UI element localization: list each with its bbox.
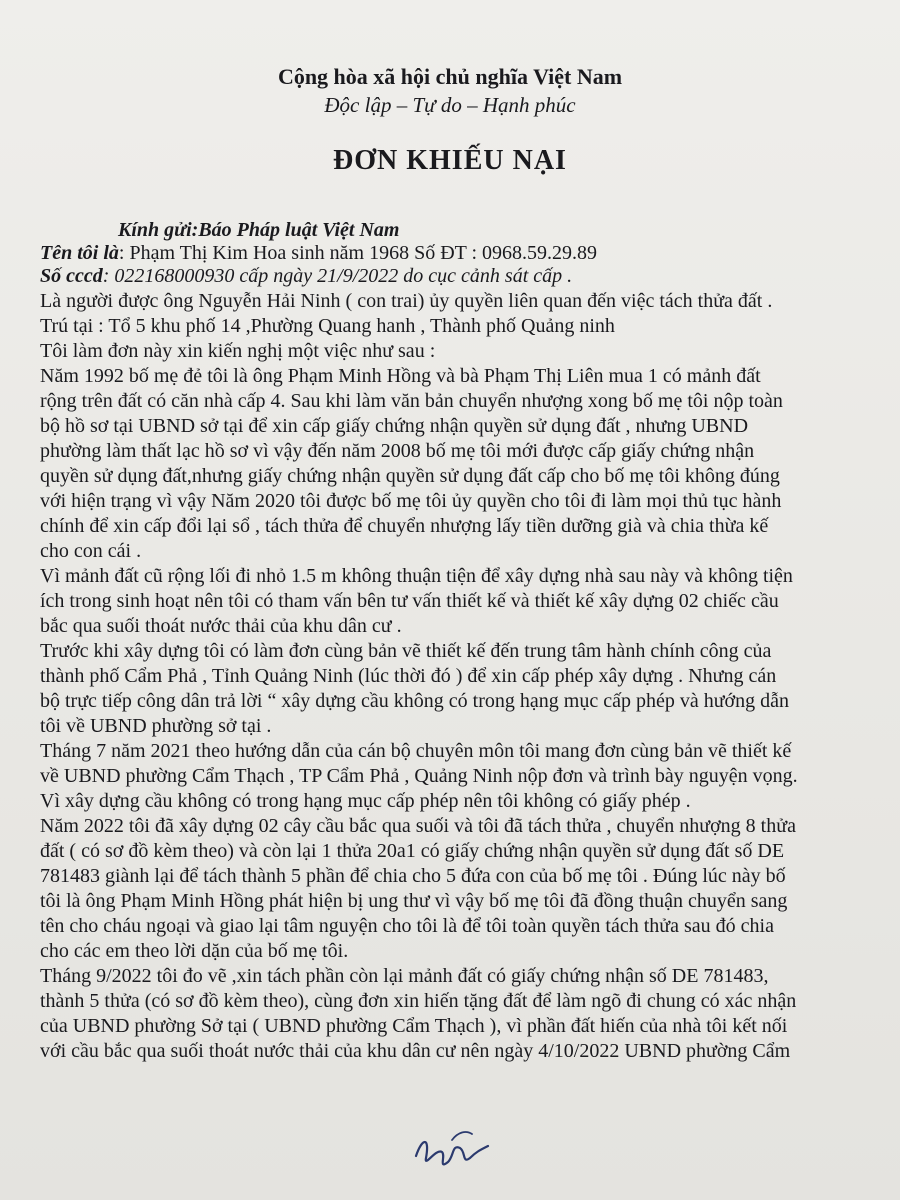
body-line: Tôi làm đơn này xin kiến nghị một việc như sau : bbox=[40, 340, 436, 362]
body-line: phường làm thất lạc hồ sơ vì vậy đến năm 2008 bố mẹ tôi mới được cấp giấy chứng nhận bbox=[40, 440, 755, 462]
body-line: thành phố Cẩm Phả , Tỉnh Quảng Ninh (lúc thời đó ) để xin cấp phép xây dựng . Nhưng cán bbox=[40, 665, 777, 687]
body-line: với hiện trạng vì vậy Năm 2020 tôi được bố mẹ tôi ủy quyền cho tôi đi làm mọi thủ tục hành bbox=[40, 490, 782, 512]
body-line: Tháng 9/2022 tôi đo vẽ ,xin tách phần còn lại mảnh đất có giấy chứng nhận số DE 781483, bbox=[40, 965, 769, 987]
addressee-label: Kính gửi: bbox=[118, 219, 199, 241]
nation-header: Cộng hòa xã hội chủ nghĩa Việt Nam bbox=[277, 64, 623, 89]
body-line: Vì mảnh đất cũ rộng lối đi nhỏ 1.5 m không thuận tiện để xây dựng nhà sau này và không tiện bbox=[40, 565, 793, 587]
motto: Độc lập – Tự do – Hạnh phúc bbox=[324, 93, 576, 117]
body-line: Tháng 7 năm 2021 theo hướng dẫn của cán bộ chuyên môn tôi mang đơn cùng bản vẽ thiết kế bbox=[40, 740, 792, 762]
body-line: bắc qua suối thoát nước thải của khu dân cư . bbox=[40, 615, 402, 637]
addressee-value: Báo Pháp luật Việt Nam bbox=[198, 219, 400, 241]
body-line: của UBND phường Sở tại ( UBND phường Cẩm Thạch ), vì phần đất hiến của nhà tôi kết nối bbox=[40, 1015, 788, 1037]
id-line bbox=[40, 263, 572, 289]
body-line: Trú tại : Tổ 5 khu phố 14 ,Phường Quang hanh , Thành phố Quảng ninh bbox=[40, 315, 615, 337]
body-line: tên cho cháu ngoại và giao lại tâm nguyện cho tôi là để tôi toàn quyền tách thửa sau đó chia bbox=[40, 915, 774, 937]
body-line: Năm 2022 tôi đã xây dựng 02 cây cầu bắc qua suối và tôi đã tách thửa , chuyển nhượng 8 thửa bbox=[40, 815, 796, 837]
body-line: về UBND phường Cẩm Thạch , TP Cẩm Phả , Quảng Ninh nộp đơn và trình bày nguyện vọng. bbox=[40, 765, 798, 787]
body-line: quyền sử dụng đất,nhưng giấy chứng nhận quyền sử dụng đất cấp cho bố mẹ tôi không đúng bbox=[40, 465, 780, 487]
body-line: đất ( có sơ đồ kèm theo) và còn lại 1 thửa 20a1 có giấy chứng nhận quyền sử dụng đất số DE bbox=[40, 840, 785, 862]
body-line: thành 5 thửa (có sơ đồ kèm theo), cùng đơn xin hiến tặng đất để làm ngõ đi chung có xác nhận bbox=[40, 990, 797, 1012]
id-label: Số cccd bbox=[40, 265, 103, 287]
body-line: Trước khi xây dựng tôi có làm đơn cùng bản vẽ thiết kế đến trung tâm hành chính công của bbox=[40, 640, 772, 662]
handwritten-signature bbox=[408, 1118, 498, 1178]
body-line: Là người được ông Nguyễn Hải Ninh ( con trai) ủy quyền liên quan đến việc tách thửa đất . bbox=[40, 290, 773, 312]
body-line: Năm 1992 bố mẹ đẻ tôi là ông Phạm Minh Hồng và bà Phạm Thị Liên mua 1 có mảnh đất bbox=[40, 365, 761, 387]
body-line: bộ hồ sơ tại UBND sở tại để xin cấp giấy chứng nhận quyền sử dụng đất , nhưng UBND bbox=[40, 415, 749, 437]
body-line: bộ trực tiếp công dân trả lời “ xây dựng cầu không có trong hạng mục cấp phép và hướng dẫn bbox=[40, 690, 790, 712]
body-line: tôi về UBND phường sở tại . bbox=[40, 715, 272, 737]
id-value: : 022168000930 cấp ngày 21/9/2022 do cục cảnh sát cấp . bbox=[102, 265, 573, 287]
body-line: tôi là ông Phạm Minh Hồng phát hiện bị ung thư vì vậy bố mẹ tôi đã đồng thuận chuyển sang bbox=[40, 890, 788, 912]
body-line: rộng trên đất có căn nhà cấp 4. Sau khi làm văn bản chuyển nhượng xong bố mẹ tôi nộp toàn bbox=[40, 390, 783, 412]
name-value: : Phạm Thị Kim Hoa sinh năm 1968 Số ĐT : 0968.59.29.89 bbox=[118, 242, 598, 264]
body-line: chính để xin cấp đổi lại sổ , tách thửa để chuyển nhượng lấy tiền dưỡng già và chia thừa kế bbox=[40, 515, 769, 537]
name-label: Tên tôi là bbox=[40, 242, 119, 264]
body-line: Vì xây dựng cầu không có trong hạng mục cấp phép nên tôi không có giấy phép . bbox=[40, 790, 691, 812]
body-line: 781483 giành lại để tách thành 5 phần để chia cho 5 đứa con của bố mẹ tôi . Đúng lúc này bố bbox=[40, 865, 786, 887]
body-line: ích trong sinh hoạt nên tôi có tham vấn bên tư vấn thiết kế và thiết kế xây dựng 02 chiếc cầu bbox=[40, 590, 779, 612]
document-title: ĐƠN KHIẾU NẠI bbox=[333, 145, 567, 176]
body-line: cho con cái . bbox=[40, 540, 142, 562]
body-line: với cầu bắc qua suối thoát nước thải của khu dân cư nên ngày 4/10/2022 UBND phường Cẩm bbox=[40, 1040, 791, 1062]
body-line: cho các em theo lời dặn của bố mẹ tôi. bbox=[40, 940, 349, 962]
